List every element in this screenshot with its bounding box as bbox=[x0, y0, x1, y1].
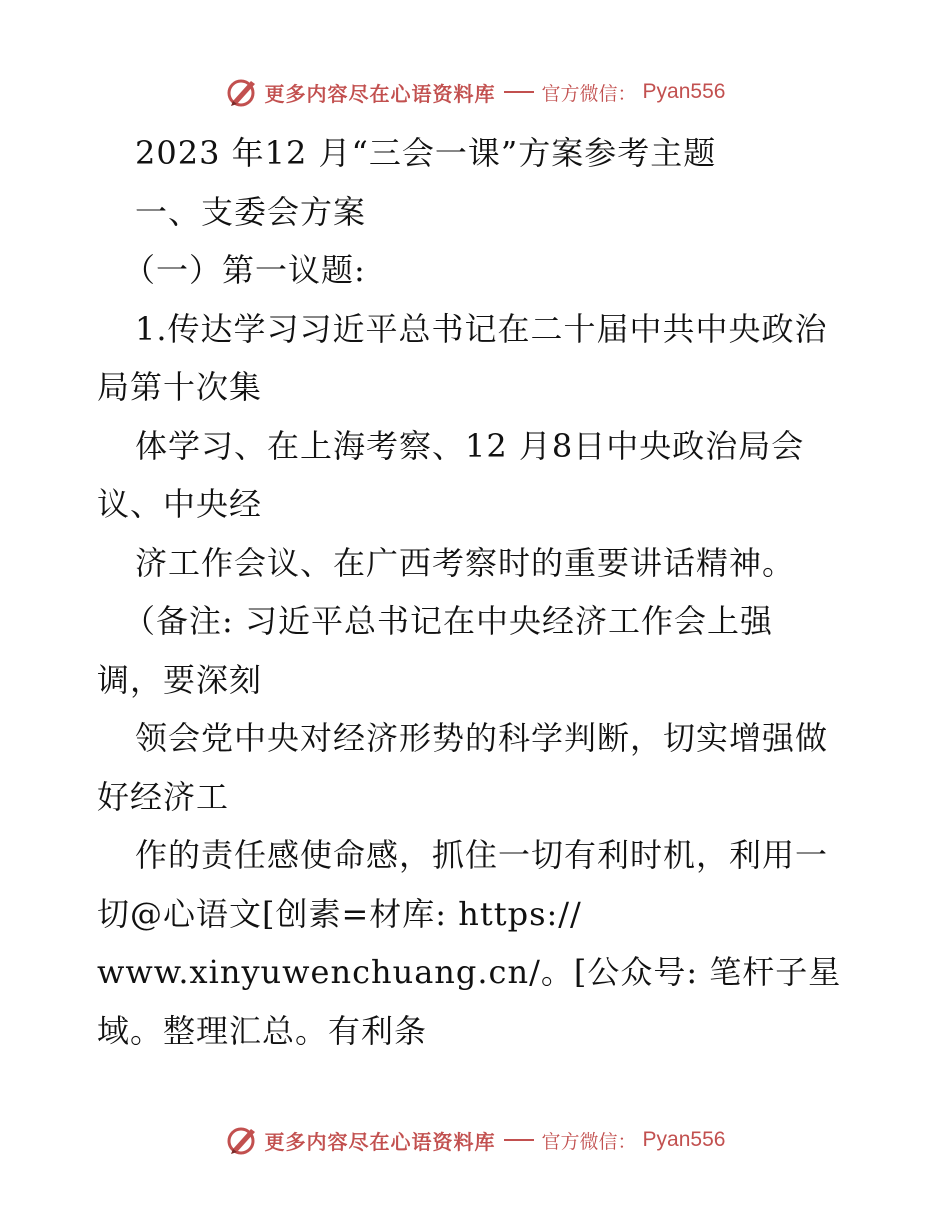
banner-wechat-label: 官方微信： bbox=[541, 82, 637, 105]
banner-dash bbox=[504, 91, 534, 93]
paragraph-line: （备注: 习近平总书记在中央经济工作会上强 bbox=[123, 602, 773, 640]
paragraph-line: 体学习、在上海考察、12 月8日中央政治局会 bbox=[135, 426, 805, 465]
banner-wechat-label: 官方微信： bbox=[541, 1130, 637, 1153]
pen-logo-icon bbox=[225, 1123, 259, 1157]
document-body bbox=[97, 124, 867, 1060]
pen-logo-icon bbox=[225, 75, 259, 109]
header-banner bbox=[0, 72, 950, 112]
paragraph-line: 1.传达学习习近平总书记在二十届中共中央政治 bbox=[135, 309, 828, 348]
paragraph-line: 调，要深刻 bbox=[97, 660, 263, 699]
banner-wechat-id: Pyan556 bbox=[642, 80, 726, 103]
paragraph-line: 局第十次集 bbox=[97, 368, 263, 406]
banner-brand: 更多内容尽在心语资料库 bbox=[264, 81, 496, 106]
section-heading: 一、支委会方案 bbox=[135, 192, 367, 231]
paragraph-line: 切@心语文[创素=材库: https:// bbox=[97, 894, 582, 933]
paragraph-line: 好经济工 bbox=[97, 777, 230, 816]
banner-dash bbox=[504, 1139, 534, 1141]
paragraph-line: 域。整理汇总。有利条 bbox=[97, 1011, 428, 1050]
banner-brand: 更多内容尽在心语资料库 bbox=[264, 1129, 496, 1154]
banner-wechat-id: Pyan556 bbox=[642, 1128, 726, 1151]
document-title: 2023 年12 月“三会一课”方案参考主题 bbox=[135, 134, 717, 172]
subsection-heading: （一）第一议题: bbox=[123, 251, 366, 289]
footer-banner bbox=[0, 1120, 950, 1160]
paragraph-line: 议、中央经 bbox=[97, 485, 263, 523]
paragraph-line: 领会党中央对经济形势的科学判断，切实增强做 bbox=[135, 719, 829, 757]
paragraph-line: 济工作会议、在广西考察时的重要讲话精神。 bbox=[135, 543, 796, 582]
paragraph-line: 作的责任感使命感，抓住一切有利时机，利用一 bbox=[135, 836, 829, 874]
paragraph-line: www.xinyuwenchuang.cn/。[公众号: 笔杆子星 bbox=[97, 953, 842, 991]
